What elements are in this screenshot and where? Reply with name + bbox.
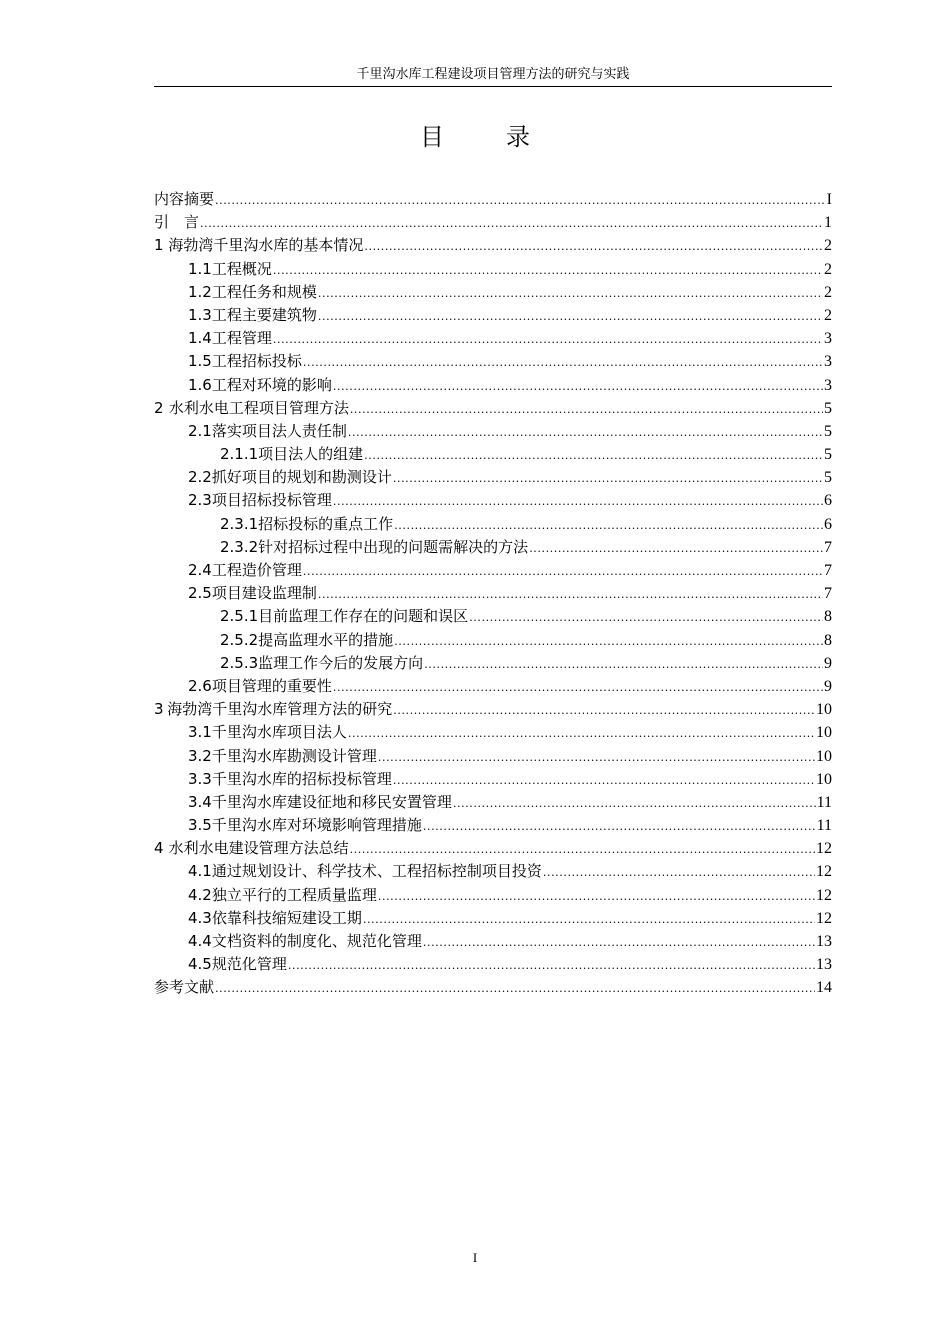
toc-entry[interactable] bbox=[154, 698, 832, 721]
toc-entry-title: 规范化管理 bbox=[211, 955, 287, 974]
toc-entry-page: 8 bbox=[824, 608, 832, 626]
toc-leader-dots bbox=[394, 514, 823, 537]
toc-entry-title: 通过规划设计、科学技术、工程招标控制项目投资 bbox=[211, 862, 542, 881]
toc-entry[interactable] bbox=[154, 234, 832, 257]
toc-entry[interactable] bbox=[154, 489, 832, 512]
toc-entry-title: 千里沟水库的招标投标管理 bbox=[211, 769, 392, 788]
toc-entry-number: 1.4 bbox=[188, 329, 212, 348]
toc-entry[interactable] bbox=[154, 536, 832, 559]
toc-entry-number: 4.2 bbox=[188, 885, 212, 904]
toc-leader-dots bbox=[393, 467, 823, 490]
toc-leader-dots bbox=[333, 375, 823, 398]
toc-entry[interactable] bbox=[154, 791, 832, 814]
toc-entry-number: 3 bbox=[154, 700, 164, 719]
toc-entry-title: 抓好项目的规划和勘测设计 bbox=[211, 468, 392, 487]
toc-leader-dots bbox=[303, 351, 823, 374]
toc-entry-page: 2 bbox=[824, 306, 832, 324]
toc-entry-title: 工程对环境的影响 bbox=[211, 375, 332, 394]
toc-entry-page: 9 bbox=[824, 677, 832, 695]
toc-entry-number: 1.6 bbox=[188, 375, 212, 394]
toc-leader-dots bbox=[348, 722, 815, 745]
toc-entry-number: 3.1 bbox=[188, 723, 212, 742]
toc-leader-dots bbox=[394, 630, 823, 653]
toc-leader-dots bbox=[378, 746, 815, 769]
toc-entry-page: 6 bbox=[824, 492, 832, 510]
toc-entry[interactable] bbox=[154, 513, 832, 536]
toc-entry-title: 提高监理水平的措施 bbox=[258, 630, 394, 649]
toc-entry-page: 7 bbox=[824, 538, 832, 556]
toc-entry-title: 千里沟水库建设征地和移民安置管理 bbox=[211, 792, 452, 811]
toc-leader-dots bbox=[543, 861, 815, 884]
toc-entry-title: 项目管理的重要性 bbox=[211, 676, 332, 695]
toc-entry-page: 3 bbox=[824, 330, 832, 348]
toc-entry-page: 12 bbox=[816, 840, 832, 858]
toc-entry-page: 11 bbox=[816, 793, 832, 811]
toc-entry-page: I bbox=[826, 191, 832, 208]
toc-leader-dots bbox=[273, 259, 823, 282]
toc-leader-dots bbox=[423, 815, 816, 838]
toc-entry-number: 2.3.1 bbox=[220, 514, 259, 533]
toc-entry[interactable] bbox=[154, 211, 832, 234]
toc-entry-page: 8 bbox=[824, 631, 832, 649]
toc-entry-page: 10 bbox=[816, 747, 832, 765]
toc-entry-page: 2 bbox=[824, 237, 832, 255]
page-number: I bbox=[472, 1250, 478, 1265]
toc-entry-page: 3 bbox=[824, 353, 832, 371]
toc-entry-number: 2 bbox=[154, 398, 164, 417]
toc-entry[interactable] bbox=[154, 374, 832, 397]
toc-entry-title: 监理工作今后的发展方向 bbox=[258, 653, 424, 672]
toc-entry-title: 工程管理 bbox=[211, 329, 272, 348]
toc-entry-title: 项目法人的组建 bbox=[258, 445, 364, 464]
toc-entry-page: 10 bbox=[816, 770, 832, 788]
toc-leader-dots bbox=[423, 931, 815, 954]
toc-entry-page: 12 bbox=[816, 909, 832, 927]
toc-entry[interactable] bbox=[154, 814, 832, 837]
toc-entry[interactable] bbox=[154, 443, 832, 466]
toc-entry[interactable] bbox=[154, 629, 832, 652]
toc-entry-page: 6 bbox=[824, 515, 832, 533]
toc-entry-page: 9 bbox=[824, 654, 832, 672]
toc-entry-page: 7 bbox=[824, 585, 832, 603]
toc-entry-number: 3.5 bbox=[188, 816, 212, 835]
toc-entry-number: 1.1 bbox=[188, 259, 212, 278]
toc-entry[interactable] bbox=[154, 420, 832, 443]
toc-entry-number: 1.2 bbox=[188, 282, 212, 301]
toc-entry-page: 2 bbox=[824, 260, 832, 278]
toc-entry[interactable] bbox=[154, 559, 832, 582]
toc-entry-title: 针对招标过程中出现的问题需解决的方法 bbox=[258, 537, 529, 556]
toc-leader-dots bbox=[318, 282, 823, 305]
toc-entry[interactable] bbox=[154, 188, 832, 211]
toc-entry-number: 2.1.1 bbox=[220, 445, 259, 464]
toc-entry[interactable] bbox=[154, 976, 832, 999]
toc-entry-number: 4.4 bbox=[188, 932, 212, 950]
toc-leader-dots bbox=[350, 398, 823, 421]
toc-entry-number: 2.2 bbox=[188, 468, 212, 487]
toc-entry-page: 5 bbox=[824, 422, 832, 440]
toc-entry-title: 工程招标投标 bbox=[211, 352, 302, 371]
toc-entry-number: 2.5.3 bbox=[220, 653, 259, 672]
toc-entry[interactable] bbox=[154, 860, 832, 883]
toc-entry-number: 1 bbox=[154, 236, 164, 255]
toc-entry[interactable] bbox=[154, 466, 832, 489]
toc-entry[interactable] bbox=[154, 652, 832, 675]
toc-leader-dots bbox=[273, 328, 823, 351]
toc-entry-page: 13 bbox=[816, 933, 832, 950]
toc-entry-number: 2.1 bbox=[188, 421, 212, 440]
toc-entry-title: 水利水电建设管理方法总结 bbox=[168, 839, 349, 858]
toc-entry-page: 14 bbox=[816, 979, 832, 997]
toc-entry[interactable] bbox=[154, 258, 832, 281]
toc-entry-page: 7 bbox=[824, 562, 832, 579]
toc-entry-title: 项目建设监理制 bbox=[211, 584, 317, 603]
toc-leader-dots bbox=[393, 699, 815, 722]
toc-entry-title: 千里沟水库项目法人 bbox=[211, 723, 347, 742]
toc-entry-title: 招标投标的重点工作 bbox=[258, 514, 394, 533]
toc-entry-title: 依靠科技缩短建设工期 bbox=[211, 908, 362, 927]
toc-entry-number: 4.5 bbox=[188, 955, 212, 974]
toc-entry-number: 2.5.2 bbox=[220, 630, 259, 649]
toc-entry-title: 工程概况 bbox=[211, 259, 272, 278]
toc-entry-title: 海勃湾千里沟水库管理方法的研究 bbox=[167, 700, 393, 719]
toc-entry-number: 3.4 bbox=[188, 792, 212, 811]
running-header: 千里沟水库工程建设项目管理方法的研究与实践 bbox=[356, 67, 630, 82]
toc-entry-number: 2.6 bbox=[188, 676, 212, 695]
toc-entry-title: 水利水电工程项目管理方法 bbox=[168, 398, 349, 417]
toc-entry-page: 10 bbox=[816, 701, 832, 719]
toc-entry-title: 工程主要建筑物 bbox=[211, 305, 317, 324]
toc-entry[interactable] bbox=[154, 397, 832, 420]
toc-entry-number: 3.3 bbox=[188, 769, 212, 788]
toc-entry-page: 13 bbox=[816, 956, 832, 974]
toc-entry-title: 海勃湾千里沟水库的基本情况 bbox=[168, 236, 364, 255]
toc-entry[interactable] bbox=[154, 907, 832, 930]
toc-leader-dots bbox=[393, 769, 815, 792]
toc-entry[interactable] bbox=[154, 768, 832, 791]
toc-entry-number: 4 bbox=[154, 839, 164, 858]
toc-leader-dots bbox=[318, 583, 823, 606]
toc-entry-title: 参考文献 bbox=[154, 978, 215, 997]
toc-entry[interactable] bbox=[154, 582, 832, 605]
toc-entry[interactable] bbox=[154, 953, 832, 976]
toc-entry-number: 3.2 bbox=[188, 746, 212, 765]
toc-entry[interactable] bbox=[154, 675, 832, 698]
toc-entry-title: 工程任务和规模 bbox=[211, 282, 317, 301]
toc-entry-number: 2.5.1 bbox=[220, 607, 259, 626]
toc-entry-number: 2.3.2 bbox=[220, 537, 259, 556]
toc-entry-number: 2.4 bbox=[188, 561, 212, 579]
toc-leader-dots bbox=[424, 653, 823, 676]
toc-leader-dots bbox=[364, 235, 823, 258]
toc-entry-page: 5 bbox=[824, 399, 832, 417]
table-of-contents bbox=[154, 188, 832, 1000]
toc-entry-title: 项目招标投标管理 bbox=[211, 491, 332, 510]
header-rule bbox=[154, 86, 832, 87]
toc-entry[interactable] bbox=[154, 350, 832, 373]
toc-leader-dots bbox=[469, 606, 823, 629]
toc-entry[interactable] bbox=[154, 281, 832, 304]
toc-entry-number: 2.5 bbox=[188, 584, 212, 603]
toc-entry[interactable] bbox=[154, 745, 832, 768]
toc-leader-dots bbox=[378, 885, 815, 908]
toc-entry[interactable] bbox=[154, 304, 832, 327]
toc-entry-number: 1.5 bbox=[188, 352, 212, 371]
toc-entry-page: 11 bbox=[816, 817, 832, 835]
toc-entry-number: 4.3 bbox=[188, 908, 212, 927]
toc-entry-title: 目前监理工作存在的问题和误区 bbox=[258, 607, 469, 626]
toc-leader-dots bbox=[363, 908, 815, 931]
toc-leader-dots bbox=[333, 490, 823, 513]
toc-entry[interactable] bbox=[154, 837, 832, 860]
toc-entry-title: 独立平行的工程质量监理 bbox=[211, 885, 377, 904]
toc-leader-dots bbox=[318, 305, 823, 328]
toc-entry-page: 12 bbox=[816, 886, 832, 904]
toc-entry-number: 4.1 bbox=[188, 862, 212, 881]
toc-entry-title: 内容摘要 bbox=[154, 190, 215, 208]
toc-leader-dots bbox=[303, 560, 823, 583]
toc-entry-title: 千里沟水库勘测设计管理 bbox=[211, 746, 377, 765]
toc-entry[interactable] bbox=[154, 605, 832, 628]
toc-entry-number: 1.3 bbox=[188, 305, 212, 324]
toc-entry-page: 5 bbox=[824, 446, 832, 464]
toc-entry-number: 2.3 bbox=[188, 491, 212, 510]
toc-leader-dots bbox=[215, 189, 826, 212]
toc-entry-title: 文档资料的制度化、规范化管理 bbox=[211, 932, 422, 950]
toc-leader-dots bbox=[364, 444, 823, 467]
toc-entry-page: 10 bbox=[816, 724, 832, 742]
toc-title: 目录 bbox=[420, 123, 592, 151]
toc-entry-page: 3 bbox=[824, 376, 832, 394]
toc-leader-dots bbox=[348, 421, 823, 444]
toc-entry-page: 5 bbox=[824, 469, 832, 487]
toc-leader-dots bbox=[200, 212, 823, 235]
toc-leader-dots bbox=[350, 838, 815, 861]
toc-entry-title: 落实项目法人责任制 bbox=[211, 421, 347, 440]
toc-entry-title: 工程造价管理 bbox=[211, 561, 302, 579]
toc-leader-dots bbox=[453, 792, 816, 815]
toc-entry-title: 千里沟水库对环境影响管理措施 bbox=[211, 816, 422, 835]
toc-entry[interactable] bbox=[154, 884, 832, 907]
toc-leader-dots bbox=[333, 676, 823, 699]
toc-entry-page: 12 bbox=[816, 863, 832, 881]
toc-entry[interactable] bbox=[154, 327, 832, 350]
toc-leader-dots bbox=[529, 537, 823, 560]
toc-entry-page: 2 bbox=[824, 283, 832, 301]
toc-entry[interactable] bbox=[154, 721, 832, 744]
toc-leader-dots bbox=[215, 977, 815, 1000]
toc-entry[interactable] bbox=[154, 930, 832, 953]
toc-leader-dots bbox=[288, 954, 815, 977]
toc-entry-page: 1 bbox=[824, 214, 832, 232]
toc-entry-title: 引 言 bbox=[154, 213, 200, 232]
